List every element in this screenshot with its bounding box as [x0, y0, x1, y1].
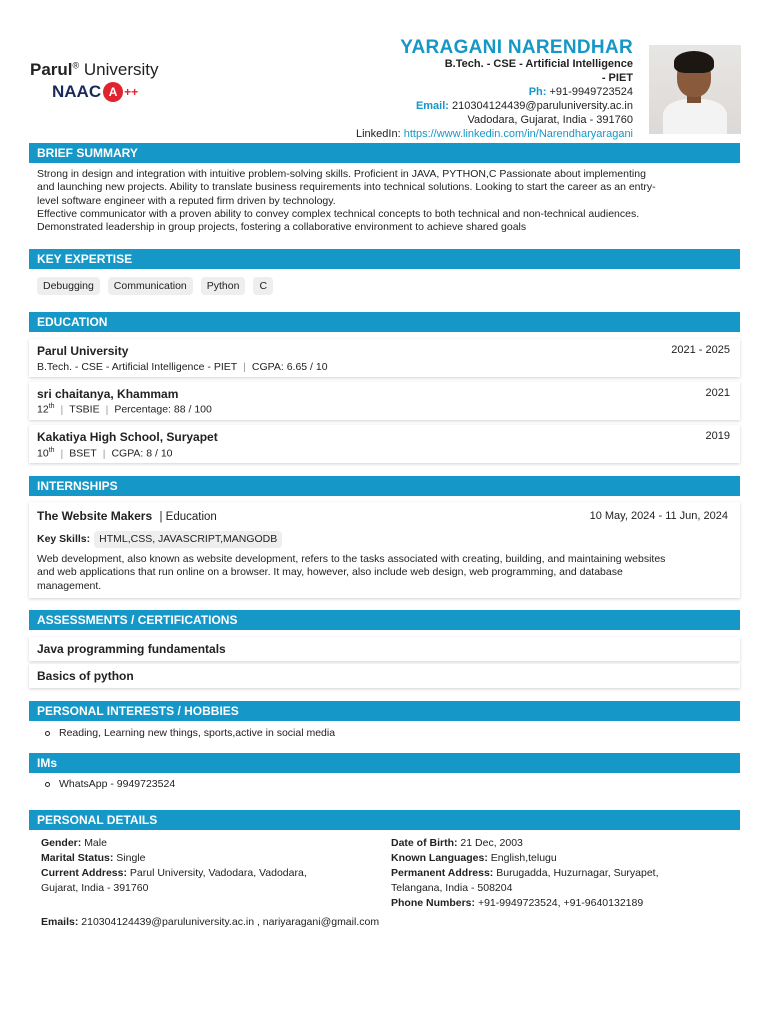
resume-header [0, 0, 768, 140]
ims-item: WhatsApp - 9949723524 [45, 778, 175, 790]
skill-chip: Debugging [37, 277, 100, 295]
internship-entry: The Website Makers | Education 10 May, 2024 - 11 Jun, 2024 Key Skills: HTML,CSS, JAVASCRIPT,MANGODB Web development, also known as website development, refers to the tasks associated with creating, building, and maintaining websites and web applications that run online on a browser. It may, however, also include web design, web programming, and database management. [29, 502, 740, 598]
personal-right: Date of Birth: 21 Dec, 2003 Known Languages: English,telugu Permanent Address: Burugadda, Huzurnagar, Suryapet, Telangana, India - 508204 Phone Numbers: +91-9949723524, +91-9640132189 [391, 837, 659, 909]
skill-chip: C [253, 277, 273, 295]
expertise-chips [37, 277, 273, 295]
naac-badge: NAAC A ++ [52, 82, 139, 101]
internship-dates: 10 May, 2024 - 11 Jun, 2024 [589, 510, 728, 522]
interests-item: Reading, Learning new things, sports,active in social media [45, 727, 335, 739]
bullet-icon [45, 782, 50, 787]
section-internships: INTERNSHIPS [29, 476, 740, 496]
section-key-expertise: KEY EXPERTISE [29, 249, 740, 269]
bullet-icon [45, 731, 50, 736]
education-entry: Parul University 2021 - 2025 B.Tech. - CSE - Artificial Intelligence - PIET | CGPA: 6.65 / 10 [29, 339, 740, 377]
university-logo: Parul® University NAAC A ++ [30, 60, 159, 101]
email-link[interactable]: 210304124439@paruluniversity.ac.in [452, 100, 633, 112]
certification-entry: Java programming fundamentals [29, 637, 740, 661]
company-name: The Website Makers [37, 509, 153, 523]
degree-line: B.Tech. - CSE - Artificial Intelligence [444, 58, 633, 70]
email-line: Email: 210304124439@paruluniversity.ac.in [415, 100, 633, 112]
profile-photo [649, 45, 741, 134]
skill-chip: Python [201, 277, 246, 295]
certification-entry: Basics of python [29, 664, 740, 688]
section-personal-details: PERSONAL DETAILS [29, 810, 740, 830]
contact-block [303, 38, 633, 141]
personal-left: Gender: Male Marital Status: Single Current Address: Parul University, Vadodara, Vadodara, Gujarat, India - 391760 [41, 837, 307, 894]
candidate-name: YARAGANI NARENDHAR [400, 37, 633, 58]
logo-brand: Parul [30, 60, 73, 79]
personal-emails: Emails: 210304124439@paruluniversity.ac.in , nariyaragani@gmail.com [41, 916, 380, 928]
section-certifications: ASSESSMENTS / CERTIFICATIONS [29, 610, 740, 630]
section-ims: IMs [29, 753, 740, 773]
section-brief-summary: BRIEF SUMMARY [29, 143, 740, 163]
internship-description: Web development, also known as website development, refers to the tasks associated with creating, building, and maintaining websites and web applications that run online on a browser. It may, however, also include web design, web programming, and database management. [37, 553, 666, 592]
location-line: Vadodara, Gujarat, India - 391760 [467, 114, 633, 126]
section-interests: PERSONAL INTERESTS / HOBBIES [29, 701, 740, 721]
education-entry: Kakatiya High School, Suryapet 2019 10th | BSET | CGPA: 8 / 10 [29, 425, 740, 463]
degree-line-2: - PIET [601, 72, 633, 84]
section-education: EDUCATION [29, 312, 740, 332]
phone-line: Ph: +91-9949723524 [528, 86, 633, 98]
linkedin-link[interactable]: https://www.linkedin.com/in/Narendharyaragani [403, 128, 633, 140]
summary-text: Strong in design and integration with intuitive problem-solving skills. Proficient in JAVA, PYTHON,C Passionate about implementing and launching new projects. Ability to translate business requirements into technical solutions. Looking to start the career as an entry- level software engineer with a reputed firm driven by technology. Effective communicator with a proven ability to convey complex technical concepts to both technical and non-technical audiences. Demonstrated leadership in group projects, fostering a collaborative environment to achieve shared goals [37, 168, 656, 234]
internship-skills: Key Skills: HTML,CSS, JAVASCRIPT,MANGODB [37, 531, 282, 548]
skill-chip: Communication [108, 277, 193, 295]
linkedin-line: LinkedIn: https://www.linkedin.com/in/Narendharyaragani [356, 128, 633, 140]
education-entry: sri chaitanya, Khammam 2021 12th | TSBIE | Percentage: 88 / 100 [29, 382, 740, 420]
